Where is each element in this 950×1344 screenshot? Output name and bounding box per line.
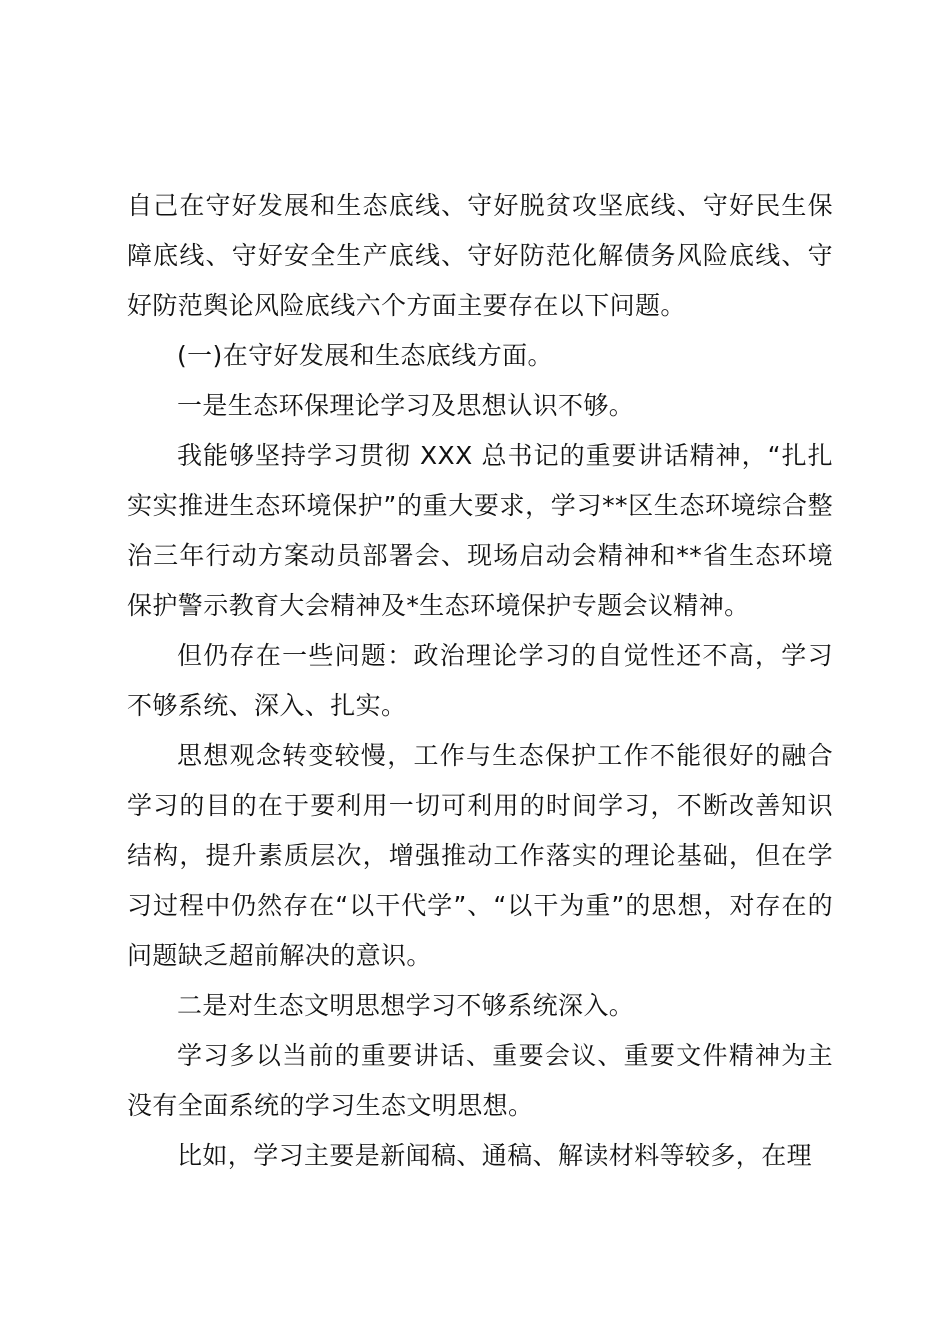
subheading-2: 二是对生态文明思想学习不够系统深入。: [177, 991, 635, 1020]
section-heading: (一)在守好发展和生态底线方面。: [177, 341, 553, 370]
document-body: [127, 181, 833, 1181]
paragraph-3: 但仍存在一些问题：政治理论学习的自觉性还不高，学习不够系统、深入、扎实。: [127, 641, 833, 720]
paragraph-6: 比如，学习主要是新闻稿、通稿、解读材料等较多，在理: [177, 1141, 813, 1170]
paragraph-2: 我能够坚持学习贯彻 XXX 总书记的重要讲话精神，“扎扎实实推进生态环境保护”的重大要求，学习**区生态环境综合整治三年行动方案动员部署会、现场启动会精神和**省生态环境保护警示教育大会精神及*生态环境保护专题会议精神。: [127, 441, 833, 620]
subheading-1: 一是生态环保理论学习及思想认识不够。: [177, 391, 635, 420]
paragraph-1: 自己在守好发展和生态底线、守好脱贫攻坚底线、守好民生保障底线、守好安全生产底线、守好防范化解债务风险底线、守好防范舆论风险底线六个方面主要存在以下问题。: [127, 191, 833, 320]
paragraph-5: 学习多以当前的重要讲话、重要会议、重要文件精神为主没有全面系统的学习生态文明思想。: [127, 1041, 833, 1120]
paragraph-4: 思想观念转变较慢，工作与生态保护工作不能很好的融合学习的目的在于要利用一切可利用的时间学习，不断改善知识结构，提升素质层次，增强推动工作落实的理论基础，但在学习过程中仍然存在“以干代学”、“以干为重”的思想，对存在的问题缺乏超前解决的意识。: [127, 741, 833, 970]
